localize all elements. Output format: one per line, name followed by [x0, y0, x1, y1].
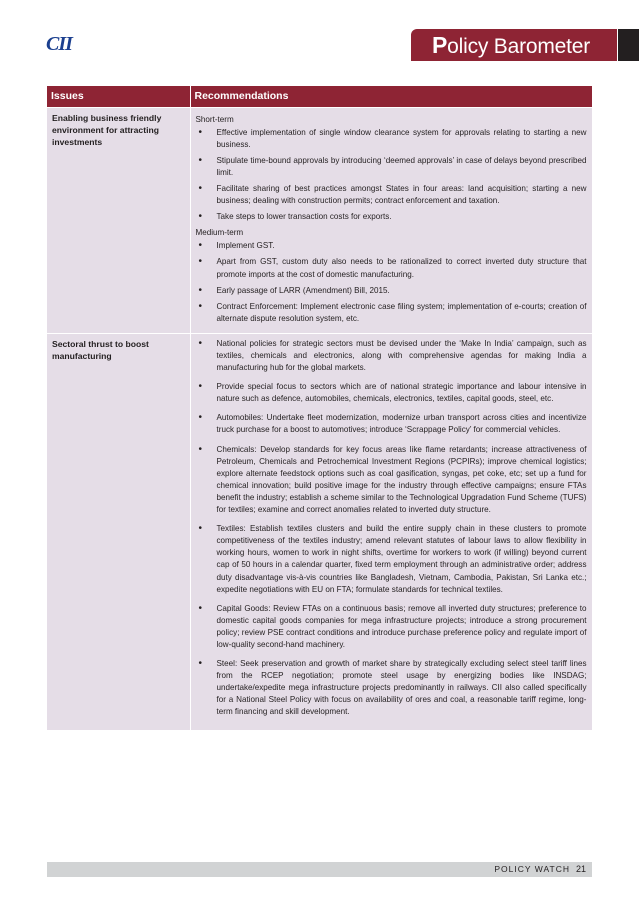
column-header-recommendations: Recommendations — [190, 86, 592, 107]
medium-term-list — [196, 240, 587, 325]
list-item: • Early passage of LARR (Amendment) Bill, 2015. — [196, 285, 587, 297]
list-item: • Effective implementation of single window clearance system for approvals relating to starting a new business. — [196, 127, 587, 151]
medium-term-label: Medium-term — [195, 228, 244, 238]
recommendations-table — [47, 86, 593, 730]
logo-text: CII — [46, 33, 72, 55]
short-term-label: Short-term — [195, 114, 234, 124]
policy-barometer-banner — [411, 29, 617, 61]
list-item: • Contract Enforcement: Implement electronic case filing system; implementation of e-courts; creation of alternate dispute resolution system, etc. — [196, 301, 587, 325]
table-header-row — [47, 86, 592, 107]
footer-text — [494, 864, 586, 874]
page-number: 21 — [575, 864, 586, 874]
list-item: • Stipulate time-bound approvals by introducing ‘deemed approvals’ in case of delays beyond prescribed limit. — [196, 155, 587, 179]
issue-cell: Enabling business friendly environment for attracting investments — [47, 107, 190, 333]
footer-label: POLICY WATCH — [494, 864, 570, 874]
list-item: • National policies for strategic sectors must be devised under the ‘Make In India’ campaign, such as textiles, chemicals and electronics, along with comprehensive agendas for making India a manufacturing hub for the global markets. — [196, 338, 587, 374]
cii-logo — [46, 33, 88, 55]
table-row — [47, 107, 592, 333]
sector-list — [196, 338, 587, 719]
list-item: • Automobiles: Undertake fleet modernization, modernize urban transport across cities and incentivize truck purchase for a boost to automotives; introduce ‘Scrappage Policy’ for commercial vehicles. — [196, 412, 587, 436]
list-item: • Capital Goods: Review FTAs on a continuous basis; remove all inverted duty structures; preference to domestic capital goods companies for mega infrastructure projects; introduce a strong procurement policy; review PSE contract conditions and introduce purchase preference policy and regulate import of low-quality second-hand machinery. — [196, 603, 587, 651]
banner-edge-block — [618, 29, 639, 61]
list-item: • Steel: Seek preservation and growth of market share by strategically excluding select steel tariff lines from the RCEP negotiation; promote steel usage by energizing bodies like INSDAG; undertake/expedite mega infrastructure projects predominantly in railways. CII also called specifically for a National Steel Policy with focus on availability of ores and coal, a reasonable tariff regime, long-term financing and skill development. — [196, 658, 587, 718]
list-item: • Provide special focus to sectors which are of national strategic importance and labour intensive in nature such as defence, automobiles, chemicals, electronics, textiles, capital goods, steel, etc. — [196, 381, 587, 405]
recommendation-cell — [190, 333, 592, 729]
list-item: • Take steps to lower transaction costs for exports. — [196, 211, 587, 223]
recommendation-cell — [190, 107, 592, 333]
list-item: • Implement GST. — [196, 240, 587, 252]
banner-title-rest: olicy Barometer — [447, 35, 591, 58]
list-item: • Textiles: Establish textiles clusters and build the entire supply chain in these clusters to promote competitiveness of the textiles industry; amend relevant statutes of labour laws to allow flexibility in working hours, women to work in night shifts, overtime for workers to work (if willing) beyond current cap of 50 hours in a calendar quarter, fixed term employment through an administrative order; address duty disadvantage vis-à-vis countries like Bangladesh, Vietnam, Cambodia, Pakistan, Sri Lanka etc.; expedite negotiations with EU on FTA; formulate standards for technical textiles. — [196, 523, 587, 596]
short-term-list — [196, 127, 587, 224]
list-item: • Apart from GST, custom duty also needs to be rationalized to correct inverted duty structure that promote imports at the cost of domestic manufacturing. — [196, 256, 587, 280]
column-header-issues: Issues — [47, 86, 190, 107]
issue-cell: Sectoral thrust to boost manufacturing — [47, 333, 190, 729]
banner-title-initial: P — [432, 32, 448, 58]
list-item: • Facilitate sharing of best practices amongst States in four areas: land acquisition; starting a new business; dealing with construction permits; contract enforcement and taxation. — [196, 183, 587, 207]
table-row — [47, 333, 592, 729]
list-item: • Chemicals: Develop standards for key focus areas like flame retardants; increase attractiveness of Petroleum, Chemicals and Petrochemical Investment Regions (PCPIRs); improve chemical logistics; explore alternate feedstock options such as coal gasification, syngas, pet coke, etc; set up a fund for chemical innovation; build positive image for the industry through effective campaigns; ensure FTAs benefit the industry; establish a scheme similar to the Technological Upgradation Fund Scheme (TUFS) for textiles; examine and correct anomalies related to inverted duty structure. — [196, 444, 587, 517]
footer-bar — [47, 862, 592, 877]
banner-title — [432, 33, 590, 59]
